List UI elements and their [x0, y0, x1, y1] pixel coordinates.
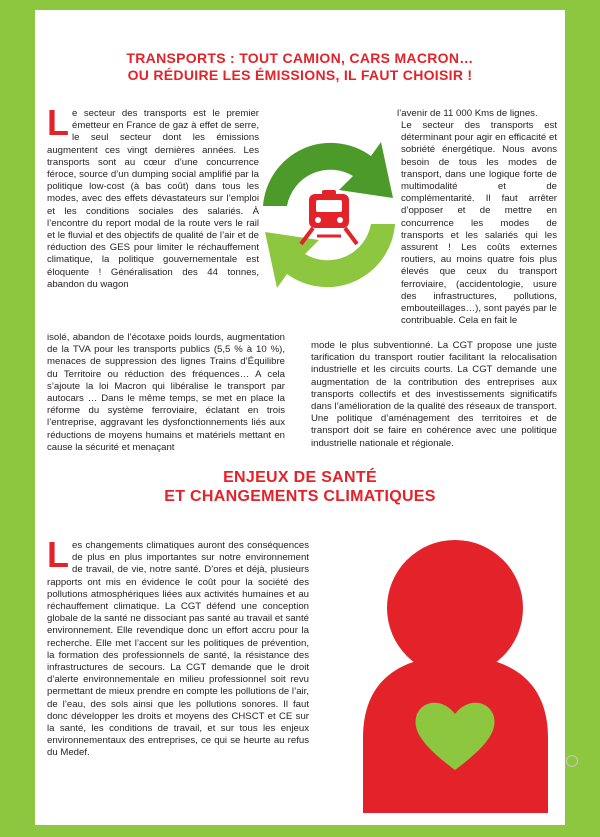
section2-title — [35, 468, 565, 506]
recycle-arrows-icon — [243, 120, 413, 335]
section1-dropcap: L — [47, 102, 69, 143]
person-icon — [353, 538, 558, 813]
page-corner-mark — [566, 755, 578, 767]
section2-text-block — [47, 534, 309, 760]
section2-title-line2: ET CHANGEMENTS CLIMATIQUES — [164, 488, 436, 505]
section2-dropcap: L — [47, 534, 69, 575]
train-icon — [301, 190, 357, 244]
section2-title-line1: ENJEUX DE SANTÉ — [223, 469, 377, 486]
section1-bottom-right-text: mode le plus subventionné. La CGT propose une juste tarification du transport routier facilitant la relocalisation industrielle et les circuits courts. La CGT demande une augmentation de la contribution des entreprises aux transports collectifs et des investissements significatifs dans l’amélioration de la qualité des réseaux de transport. Une politique d’aménagement des territoires et de transport doit se faire en cohérence avec une politique industrielle nationale et régionale. — [311, 340, 557, 449]
section1-left-column — [47, 102, 259, 291]
section1-left-text: e secteur des transports est le premier émetteur en France de gaz à effet de serre, le seul secteur dont les émissions augmentent ces vingt dernières années. Les transports sont au cœur d’une concurrence féroce, source d’un dumping social amplifié par la politique low-cost (à bas coût) dans tous les modes, avec des effets dévastateurs sur l’emploi et les conditions sociales des salariés. À l’encontre du report modal de la route vers le rail et le fluvial et des objectifs de qualité de l’air et de réduction des GES pour limiter le réchauffement climatique, la politique gouvernementale est éloquente ! Généralisation des 44 tonnes, abandon du wagon — [47, 108, 259, 290]
page-sheet — [35, 10, 565, 825]
section1-title-line2: OU RÉDUIRE LES ÉMISSIONS, IL FAUT CHOISIR ! — [127, 67, 473, 83]
cycle-arrow-lower — [265, 224, 395, 288]
section1-bottom-left-text: isolé, abandon de l’écotaxe poids lourds, augmentation de la TVA pour les transports publics (5,5 % à 10 %), menaces de suppression des lignes Trains d’Équilibre du Territoire ou réduction des fréquences… A cela s’ajoute la loi Macron qui libéralise le transport par autocars … Dans le même temps, se met en place la réforme du système ferroviaire, éclatant en trois l’entreprise, aggravant les dysfonctionnements liés aux réductions de moyens humains et matériels mettant en cause la sécurité et menaçant — [47, 332, 285, 453]
section1-title-line1: TRANSPORTS : TOUT CAMION, CARS MACRON… — [126, 50, 474, 66]
section2-text: es changements climatiques auront des conséquences de plus en plus importantes sur notre environnement de travail, de vie, notre santé. D’ores et déjà, plusieurs rapports ont mis en évidence le coût pour la société des pollutions atmosphériques liées aux activités humaines et au réchauffement climatique. La CGT défend une conception globale de la santé ne dissociant pas santé au travail et santé environnement. Elle revendique donc un effort accru pour la recherche. Elle met l’accent sur les politiques de prévention, la formation des professionnels de santé, la résistance des infrastructures de secours. La CGT demande que le droit d’alerte environnementale en milieu professionnel soit revu permettant de mieux prendre en compte les pollutions de l’air, de l’eau, des sols ainsi que les pollutions sonores. Il faut donc développer les droits et moyens des CHSCT et CE sur la santé, les conditions de travail, et sur tous les enjeux environnementaux des entreprises, ce qui se heurte au refus du Medef. — [47, 540, 309, 759]
section1-title — [35, 50, 565, 84]
section1-right-top-text: l’avenir de 11 000 Kms de lignes. — [397, 108, 538, 119]
section1-right-text: Le secteur des transports est déterminant pour agir en efficacité et sobriété énergétique. Nous avons besoin de tous les modes de transport, dans une logique forte de multimodalité et de complémentarité. Il faut arrêter d’opposer et de mettre en concurrence les modes de transports et les salariés qui les assurent ! Les coûts externes routiers, au moins quatre fois plus élevés que ceux du transport ferroviaire, (accidentologie, usure des infrastructures, pollutions, embouteillages…), sont payés par le contribuable. Cela en fait le — [401, 120, 557, 327]
